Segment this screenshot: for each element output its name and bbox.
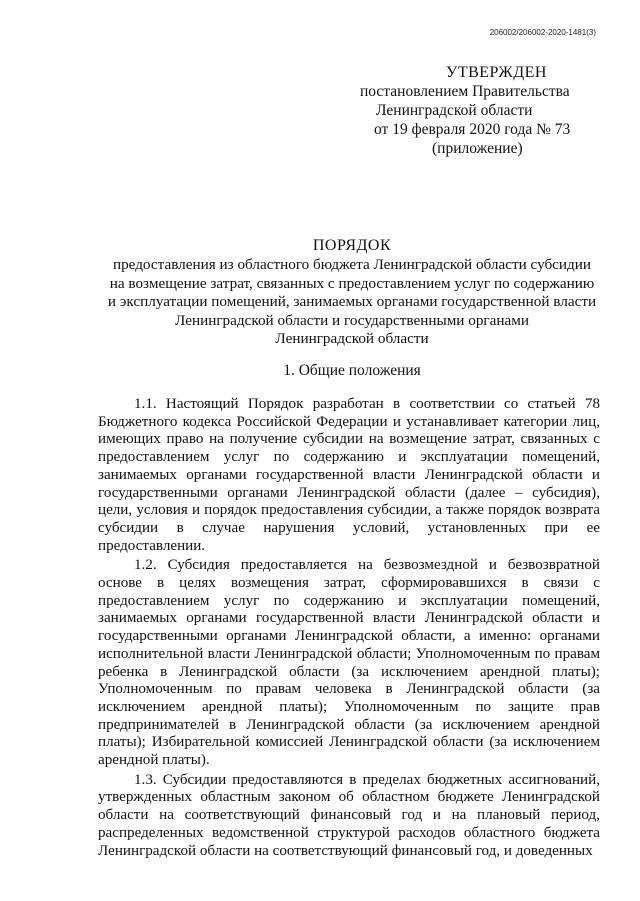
approval-title: УТВЕРЖДЕН	[446, 64, 547, 81]
paragraph: 1.2. Субсидия предоставляется на безвозмездной и безвозвратной основе в целях возмещения затрат, сформировавшихся в связи с предоставлением услуг по содержанию и эксплуатации помещений, занимаемых органами государственной власти Ленинградской области и государственными органами Ленинградской области, а именно: органами исполнительной власти Ленинградской области; Уполномоченным по правам ребенка в Ленинградской области (за исключением арендной платы); Уполномоченным по правам человека в Ленинградской области (за исключением арендной платы); Уполномоченным по защите прав предпринимателей в Ленинградской области (за исключением арендной платы); Избирательной комиссией Ленинградской области (за исключением арендной платы).	[98, 557, 600, 769]
approval-line: постановлением Правительства	[360, 83, 570, 100]
approval-line: Ленинградской области	[376, 102, 533, 119]
approval-line: от 19 февраля 2020 года № 73	[374, 121, 571, 138]
document-title: ПОРЯДОК	[312, 237, 392, 254]
paragraph: 1.3. Субсидии предоставляются в пределах бюджетных ассигнований, утвержденных областным законом об областном бюджете Ленинградской области на соответствующий финансовый год и на плановый период, распределенных ведомственной структурой расходов областного бюджета Ленинградской области на соответствующий финансовый год, и доведенных	[98, 771, 600, 859]
document-subtitle-line: и эксплуатации помещений, занимаемых органами государственной власти	[107, 293, 597, 311]
paragraph: 1.1. Настоящий Порядок разработан в соответствии со статьей 78 Бюджетного кодекса Российской Федерации и устанавливает категории лиц, имеющих право на получение субсидии на возмещение затрат, связанных с предоставлением услуг по содержанию и эксплуатации помещений, занимаемых органами государственной власти Ленинградской области и государственными органами Ленинградской области (далее – субсидия), цели, условия и порядок предоставления субсидии, а также порядок возврата субсидии в случае нарушения условий, установленных при ее предоставлении.	[98, 396, 600, 554]
approval-line: (приложение)	[432, 140, 523, 157]
approval-stamp-block	[360, 63, 570, 158]
document-subtitle-line: Ленинградской области и государственными органами	[175, 311, 529, 329]
document-body	[98, 396, 600, 862]
document-subtitle-line: предоставления из областного бюджета Ленинградской области субсидии	[112, 256, 592, 274]
document-subtitle-line: на возмещение затрат, связанных с предоставлением услуг по содержанию	[109, 274, 595, 292]
document-number: 206002/206002-2020-1481(3)	[489, 28, 596, 37]
document-subtitle-line: Ленинградской области	[275, 330, 429, 348]
document-heading	[96, 237, 608, 348]
section-title: 1. Общие положения	[283, 362, 421, 379]
